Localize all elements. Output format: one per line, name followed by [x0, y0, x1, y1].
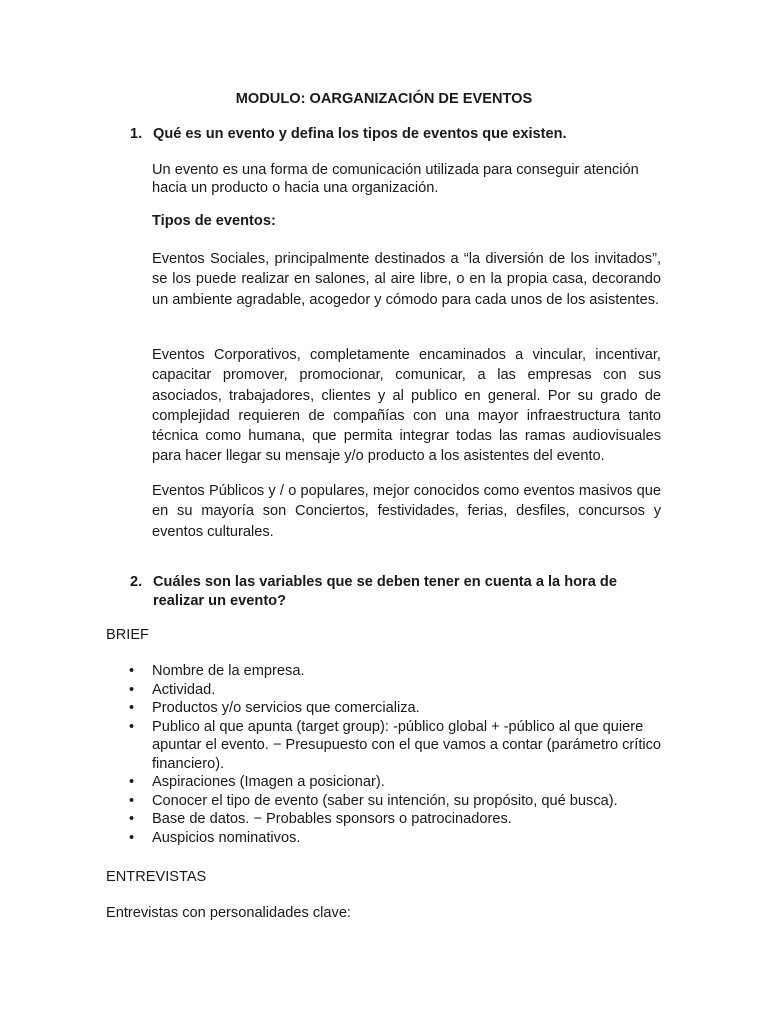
event-types-heading: Tipos de eventos:: [152, 213, 276, 229]
question-1-heading: [130, 125, 673, 144]
brief-label: BRIEF: [106, 627, 149, 643]
list-item: • Conocer el tipo de evento (saber su intención, su propósito, qué busca).: [129, 792, 618, 809]
social-events-paragraph: Eventos Sociales, principalmente destinados a “la diversión de los invitados”, se los puede realizar en salones, al aire libre, o en la propia casa, decorando un ambiente agradable, acogedor y cómodo para cada unos de los asistentes.: [152, 251, 661, 308]
bullet-icon: •: [129, 792, 135, 809]
bullet-icon: •: [129, 681, 135, 698]
question-2-heading: [130, 573, 653, 611]
list-item: • Aspiraciones (Imagen a posicionar).: [129, 774, 385, 790]
list-item: • Productos y/o servicios que comercializa.: [129, 700, 420, 716]
bullet-icon: •: [129, 700, 135, 716]
question-1-number: 1.: [130, 126, 143, 142]
bullet-icon: •: [129, 829, 135, 846]
brief-list: [129, 662, 662, 847]
question-2-text: Cuáles son las variables que se deben tener en cuenta a la hora de realizar un evento?: [153, 574, 617, 609]
interviews-label: ENTREVISTAS: [106, 869, 207, 885]
question-2-number: 2.: [130, 574, 143, 590]
list-item: • Base de datos. − Probables sponsors o patrocinadores.: [129, 811, 512, 827]
interviews-text: Entrevistas con personalidades clave:: [106, 905, 351, 921]
corporate-events-paragraph: Eventos Corporativos, completamente encaminados a vincular, incentivar, capacitar promover, promocionar, comunicar, a las empresas con sus asociados, trabajadores, clientes y al publico en general. Por su grado de complejidad requieren de compañías con una mayor infraestructura tanto técnica como humana, que permita integrar todas las ramas audiovisuales para hacer llegar su mensaje y/o producto a los asistentes del evento.: [152, 347, 661, 465]
bullet-icon: •: [129, 811, 135, 827]
bullet-icon: •: [129, 774, 135, 790]
bullet-icon: •: [129, 663, 135, 679]
public-events-paragraph: Eventos Públicos y / o populares, mejor conocidos como eventos masivos que en su mayoría son Conciertos, festividades, ferias, desfiles, concursos y eventos culturales.: [152, 483, 661, 540]
question-1-text: Qué es un evento y defina los tipos de eventos que existen.: [153, 126, 567, 142]
list-item: • Nombre de la empresa.: [129, 663, 305, 679]
document-title: MODULO: OARGANIZACIÓN DE EVENTOS: [235, 91, 533, 107]
list-item: • Actividad.: [129, 681, 216, 698]
list-item: • Auspicios nominativos.: [129, 829, 301, 846]
list-item: • Publico al que apunta (target group): -público global + -público al que quiere apuntar el evento. − Presupuesto con el que vamos a contar (parámetro crítico financiero).: [129, 718, 662, 772]
bullet-icon: •: [129, 718, 135, 735]
event-definition-paragraph: Un evento es una forma de comunicación utilizada para conseguir atención hacia un producto o hacia una organización.: [152, 162, 639, 196]
